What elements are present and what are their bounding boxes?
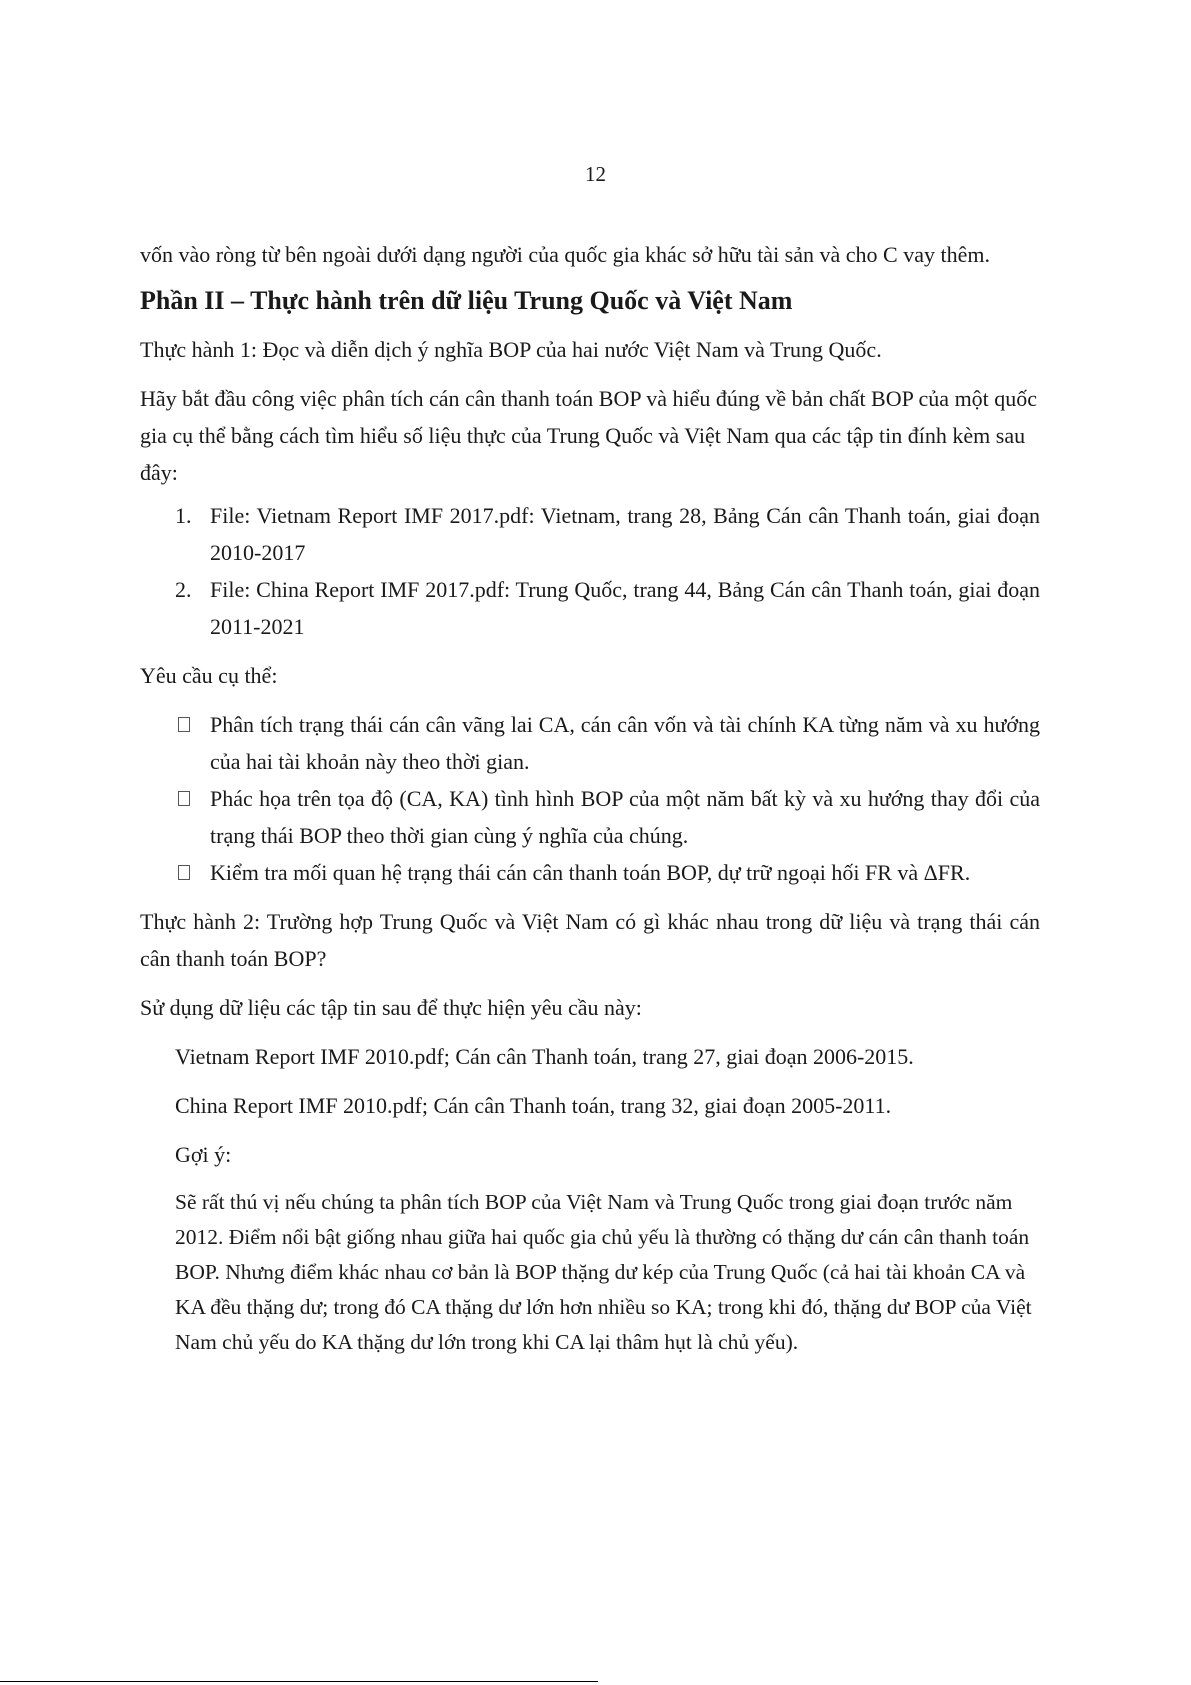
requirement-text: Phác họa trên tọa độ (CA, KA) tình hình BOP của một năm bất kỳ và xu hướng thay đổi của trạng thái BOP theo thời gian cùng ý nghĩa của chúng.	[210, 786, 1040, 848]
file-list-item	[140, 571, 1040, 645]
practice2-title: Thực hành 2: Trường hợp Trung Quốc và Việt Nam có gì khác nhau trong dữ liệu và trạng thái cán cân thanh toán BOP?	[140, 909, 1040, 971]
practice1-title: Thực hành 1: Đọc và diễn dịch ý nghĩa BOP của hai nước Việt Nam và Trung Quốc.	[140, 337, 882, 362]
hint-paragraph: Sẽ rất thú vị nếu chúng ta phân tích BOP của Việt Nam và Trung Quốc trong giai đoạn trước năm 2012. Điểm nổi bật giống nhau giữa hai quốc gia chủ yếu là thường có thặng dư cán cân thanh toán BOP. Nhưng điểm khác nhau cơ bản là BOP thặng dư kép của Trung Quốc (cả hai tài khoản CA và KA đều thặng dư; trong đó CA thặng dư lớn hơn nhiều so KA; trong khi đó, thặng dư BOP của Việt Nam chủ yếu do KA thặng dư lớn trong khi CA lại thâm hụt là chủ yếu).	[175, 1190, 1032, 1354]
section-heading: Phần II – Thực hành trên dữ liệu Trung Quốc và Việt Nam	[140, 286, 793, 315]
file-list-item	[140, 497, 1040, 571]
requirement-text: Kiểm tra mối quan hệ trạng thái cán cân thanh toán BOP, dự trữ ngoại hối FR và ΔFR.	[210, 860, 971, 885]
list-number: 2.	[175, 577, 192, 602]
list-number: 1.	[175, 503, 192, 528]
square-bullet-icon	[178, 865, 190, 880]
page-content	[140, 236, 1040, 1360]
practice2-intro: Sử dụng dữ liệu các tập tin sau để thực hiện yêu cầu này:	[140, 995, 642, 1020]
file-description: File: China Report IMF 2017.pdf: Trung Quốc, trang 44, Bảng Cán cân Thanh toán, giai đoạn 2011-2021	[210, 577, 1040, 639]
practice2-file-1: Vietnam Report IMF 2010.pdf; Cán cân Thanh toán, trang 27, giai đoạn 2006-2015.	[175, 1044, 914, 1069]
requirement-text: Phân tích trạng thái cán cân vãng lai CA, cán cân vốn và tài chính KA từng năm và xu hướng của hai tài khoản này theo thời gian.	[210, 712, 1040, 774]
continuation-paragraph: vốn vào ròng từ bên ngoài dưới dạng người của quốc gia khác sở hữu tài sản và cho C vay thêm.	[140, 242, 990, 267]
square-bullet-icon	[178, 717, 190, 732]
practice1-file-list	[140, 497, 1040, 645]
hint-label: Gợi ý:	[175, 1142, 232, 1167]
practice2-file-2: China Report IMF 2010.pdf; Cán cân Thanh toán, trang 32, giai đoạn 2005-2011.	[175, 1093, 892, 1118]
requirement-item	[140, 706, 1040, 780]
requirement-item	[140, 854, 1040, 891]
page-number: 12	[585, 162, 606, 186]
square-bullet-icon	[178, 791, 190, 806]
requirement-item	[140, 780, 1040, 854]
practice1-intro: Hãy bắt đầu công việc phân tích cán cân thanh toán BOP và hiểu đúng về bản chất BOP của một quốc gia cụ thể bằng cách tìm hiểu số liệu thực của Trung Quốc và Việt Nam qua các tập tin đính kèm sau đây:	[140, 386, 1038, 485]
footer-divider	[0, 1681, 598, 1682]
file-description: File: Vietnam Report IMF 2017.pdf: Vietnam, trang 28, Bảng Cán cân Thanh toán, giai đoạn 2010-2017	[210, 503, 1040, 565]
requirements-label: Yêu cầu cụ thể:	[140, 663, 278, 688]
requirements-list	[140, 706, 1040, 891]
